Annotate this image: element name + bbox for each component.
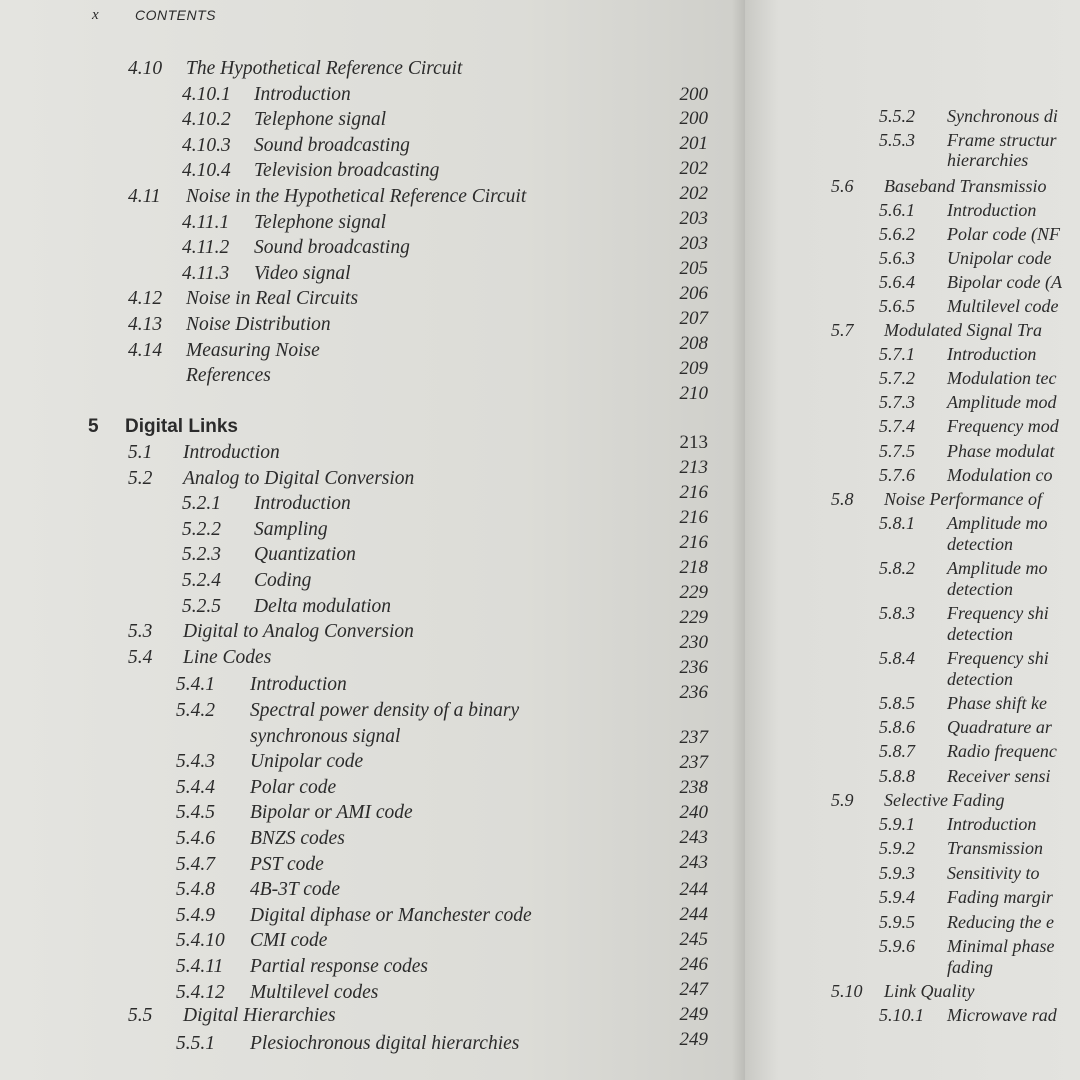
page-number: 247 xyxy=(679,979,708,1000)
entry-title: Transmission xyxy=(947,838,1044,858)
entry-title: Frequency mod xyxy=(947,416,1059,436)
entry-title: Digital Links xyxy=(125,416,238,438)
entry-number: 5.8.1 xyxy=(879,513,915,533)
entry-title: Spectral power density of a binary xyxy=(250,700,520,721)
entry-title: Bipolar or AMI code xyxy=(250,802,413,824)
page-number: 202 xyxy=(679,183,708,204)
entry-title: Amplitude mo xyxy=(947,558,1048,578)
entry-number: 5.9.6 xyxy=(879,936,915,956)
entry-number: 5.4.2 xyxy=(176,700,215,721)
page-number: 216 xyxy=(679,532,708,553)
entry-number: 5.8.2 xyxy=(879,558,915,578)
entry-number: 5.7.4 xyxy=(879,416,915,436)
entry-title: Video signal xyxy=(254,262,351,284)
page-number: 201 xyxy=(679,133,708,154)
entry-title: Phase modulat xyxy=(947,441,1055,461)
entry-title: synchronous signal xyxy=(250,725,401,747)
page-number: 230 xyxy=(679,632,708,653)
entry-title: CMI code xyxy=(250,930,328,952)
entry-number: 4.13 xyxy=(128,314,163,335)
entry-number: 5.8.7 xyxy=(879,741,915,761)
entry-title: detection xyxy=(947,624,1013,644)
entry-number: 5.6.4 xyxy=(879,272,915,292)
entry-number: 5.2.3 xyxy=(182,544,221,566)
entry-number: 5.3 xyxy=(128,621,153,643)
entry-number: 4.11.2 xyxy=(182,237,230,259)
entry-title: Plesiochronous digital hierarchies xyxy=(250,1032,520,1054)
entry-number: 5.4.9 xyxy=(176,904,215,926)
entry-title: Reducing the e xyxy=(947,912,1054,932)
entry-number: 5.4.11 xyxy=(176,956,224,977)
entry-number: 5.7 xyxy=(831,320,854,340)
entry-title: PST code xyxy=(250,853,324,875)
entry-title: Receiver sensi xyxy=(947,766,1051,786)
page-number: 207 xyxy=(679,308,708,329)
page-number: 236 xyxy=(679,682,708,703)
page-number: 213 xyxy=(679,457,708,478)
entry-title: The Hypothetical Reference Circuit xyxy=(186,58,463,79)
page-number: 203 xyxy=(679,208,708,229)
entry-title: Telephone signal xyxy=(254,211,386,233)
entry-title: Multilevel codes xyxy=(250,981,379,1003)
page-number: 209 xyxy=(679,358,708,379)
entry-title: Introduction xyxy=(254,493,351,515)
page-number: 200 xyxy=(679,84,708,105)
entry-title: Noise Distribution xyxy=(186,314,331,335)
page-number: 206 xyxy=(679,283,708,304)
entry-number: 5.6.1 xyxy=(879,200,915,220)
entry-title: Unipolar code xyxy=(947,248,1052,268)
page-number: 244 xyxy=(679,879,708,900)
header-page-number: x xyxy=(92,7,99,23)
entry-number: 5.5.1 xyxy=(176,1032,215,1054)
entry-title: Modulation co xyxy=(947,465,1053,485)
entry-number: 5.5 xyxy=(128,1005,153,1027)
entry-number: 5.2.4 xyxy=(182,570,221,591)
entry-title: Sampling xyxy=(254,518,328,540)
entry-number: 5.7.5 xyxy=(879,441,915,461)
entry-title: References xyxy=(186,365,271,387)
entry-number: 4.11.3 xyxy=(182,262,230,284)
entry-title: detection xyxy=(947,669,1013,689)
page-number: 249 xyxy=(679,1029,708,1050)
entry-number: 4.12 xyxy=(128,288,163,310)
page-number: 213 xyxy=(679,432,708,453)
entry-title: detection xyxy=(947,534,1013,554)
entry-title: Introduction xyxy=(183,442,280,463)
entry-title: Unipolar code xyxy=(250,751,364,773)
entry-number: 5.7.1 xyxy=(879,344,915,364)
entry-title: Introduction xyxy=(947,814,1037,834)
entry-title: Sound broadcasting xyxy=(254,237,410,259)
page-number: 238 xyxy=(679,777,708,798)
page-number: 229 xyxy=(679,582,708,603)
entry-number: 5.10 xyxy=(831,981,863,1001)
entry-title: Sound broadcasting xyxy=(254,134,410,156)
entry-number: 5.6 xyxy=(831,176,854,196)
entry-title: Baseband Transmissio xyxy=(884,176,1047,196)
page-number: 216 xyxy=(679,507,708,528)
page-number: 236 xyxy=(679,657,708,678)
entry-title: Television broadcasting xyxy=(254,160,440,182)
entry-number: 4.10.2 xyxy=(182,109,231,131)
entry-number: 5.9.4 xyxy=(879,887,915,907)
page-number: 243 xyxy=(679,827,708,848)
header-title: CONTENTS xyxy=(135,7,216,23)
entry-title: Link Quality xyxy=(884,981,975,1001)
entry-title: Telephone signal xyxy=(254,109,386,131)
entry-number: 5.8 xyxy=(831,489,854,509)
page-number: 240 xyxy=(679,802,708,823)
entry-number: 5.8.3 xyxy=(879,603,915,623)
entry-title: Frequency shi xyxy=(947,603,1049,623)
entry-title: Line Codes xyxy=(183,646,272,668)
entry-number: 4.14 xyxy=(128,339,163,361)
entry-title: Introduction xyxy=(254,83,351,105)
entry-number: 5.4.1 xyxy=(176,674,215,696)
entry-title: Digital Hierarchies xyxy=(183,1005,336,1027)
entry-title: Selective Fading xyxy=(884,790,1005,810)
page-number: 244 xyxy=(679,904,708,925)
entry-title: Quadrature ar xyxy=(947,717,1052,737)
entry-title: BNZS codes xyxy=(250,828,345,849)
entry-number: 4.10 xyxy=(128,58,163,79)
entry-number: 5.4 xyxy=(128,646,153,668)
entry-number: 5.8.6 xyxy=(879,717,915,737)
entry-title: Partial response codes xyxy=(250,956,429,977)
entry-title: fading xyxy=(947,957,994,977)
entry-title: Coding xyxy=(254,570,312,591)
entry-title: detection xyxy=(947,579,1013,599)
page-number: 200 xyxy=(679,108,708,129)
entry-title: Frequency shi xyxy=(947,648,1049,668)
page-number: 210 xyxy=(679,383,708,404)
entry-number: 5.9.2 xyxy=(879,838,915,858)
page-number: 218 xyxy=(679,557,708,578)
entry-title: Introduction xyxy=(250,674,347,696)
entry-number: 5.9.3 xyxy=(879,863,915,883)
page-number: 208 xyxy=(679,333,708,354)
entry-number: 5.4.3 xyxy=(176,751,215,773)
page-number: 237 xyxy=(679,727,708,748)
entry-number: 5.6.3 xyxy=(879,248,915,268)
entry-number: 5.6.5 xyxy=(879,296,915,316)
entry-number: 4.10.3 xyxy=(182,134,231,156)
entry-number: 5.2.5 xyxy=(182,595,221,617)
entry-title: Amplitude mo xyxy=(947,513,1048,533)
entry-title: Analog to Digital Conversion xyxy=(183,467,415,489)
entry-number: 4.10.1 xyxy=(182,83,231,105)
entry-number: 5.4.4 xyxy=(176,776,215,798)
entry-number: 5.1 xyxy=(128,442,153,463)
entry-title: Radio frequenc xyxy=(947,741,1057,761)
entry-title: Modulated Signal Tra xyxy=(884,320,1043,340)
entry-title: hierarchies xyxy=(947,150,1029,170)
entry-number: 5.4.5 xyxy=(176,802,215,824)
entry-title: Amplitude mod xyxy=(947,392,1057,412)
entry-number: 4.11.1 xyxy=(182,211,230,233)
entry-number: 5.2.1 xyxy=(182,493,221,515)
page-number: 202 xyxy=(679,158,708,179)
entry-number: 5.5.3 xyxy=(879,130,915,150)
entry-number: 5.4.7 xyxy=(176,853,215,875)
page-number: 249 xyxy=(679,1004,708,1025)
entry-title: Phase shift ke xyxy=(947,693,1047,713)
entry-title: Delta modulation xyxy=(254,595,392,617)
entry-title: Noise Performance of xyxy=(884,489,1042,509)
entry-title: Digital to Analog Conversion xyxy=(183,621,414,643)
entry-title: Synchronous di xyxy=(947,106,1058,126)
entry-number: 5.7.2 xyxy=(879,368,915,388)
entry-number: 5.8.4 xyxy=(879,648,915,668)
page-number: 205 xyxy=(679,258,708,279)
entry-title: Polar code (NF xyxy=(947,224,1060,244)
entry-number: 4.11 xyxy=(128,186,161,207)
entry-title: Polar code xyxy=(250,776,337,798)
page-number: 245 xyxy=(679,929,708,950)
entry-number: 5.4.12 xyxy=(176,981,225,1003)
entry-number: 5.2.2 xyxy=(182,518,221,540)
right-page xyxy=(745,0,1080,1080)
page-number: 237 xyxy=(679,752,708,773)
entry-number: 5.7.6 xyxy=(879,465,915,485)
entry-title: Measuring Noise xyxy=(186,339,320,361)
entry-title: Microwave rad xyxy=(947,1005,1057,1025)
entry-title: Modulation tec xyxy=(947,368,1057,388)
entry-number: 5.8.8 xyxy=(879,766,915,786)
entry-title: Sensitivity to xyxy=(947,863,1040,883)
entry-title: Frame structur xyxy=(947,130,1057,150)
entry-title: Noise in Real Circuits xyxy=(186,288,359,310)
entry-number: 4.10.4 xyxy=(182,160,231,182)
entry-number: 5.9.5 xyxy=(879,912,915,932)
entry-number: 5.4.8 xyxy=(176,879,215,901)
entry-number: 5.5.2 xyxy=(879,106,915,126)
entry-number: 5.2 xyxy=(128,467,153,489)
page-number: 243 xyxy=(679,852,708,873)
page-number: 246 xyxy=(679,954,708,975)
entry-number: 5.10.1 xyxy=(879,1005,924,1025)
entry-number: 5.4.10 xyxy=(176,930,225,952)
entry-title: Multilevel code xyxy=(947,296,1059,316)
entry-title: Introduction xyxy=(947,200,1037,220)
page-number: 229 xyxy=(679,607,708,628)
entry-title: Noise in the Hypothetical Reference Circuit xyxy=(186,186,527,207)
entry-number: 5 xyxy=(88,416,99,438)
entry-number: 5.9 xyxy=(831,790,854,810)
entry-number: 5.9.1 xyxy=(879,814,915,834)
entry-number: 5.6.2 xyxy=(879,224,915,244)
entry-title: 4B-3T code xyxy=(250,879,341,901)
entry-title: Fading margir xyxy=(947,887,1053,907)
entry-title: Introduction xyxy=(947,344,1037,364)
page-number: 216 xyxy=(679,482,708,503)
entry-title: Minimal phase xyxy=(947,936,1055,956)
entry-number: 5.4.6 xyxy=(176,828,215,849)
page-number: 203 xyxy=(679,233,708,254)
entry-number: 5.7.3 xyxy=(879,392,915,412)
entry-number: 5.8.5 xyxy=(879,693,915,713)
entry-title: Quantization xyxy=(254,544,356,566)
entry-title: Digital diphase or Manchester code xyxy=(250,904,532,926)
entry-title: Bipolar code (A xyxy=(947,272,1062,292)
